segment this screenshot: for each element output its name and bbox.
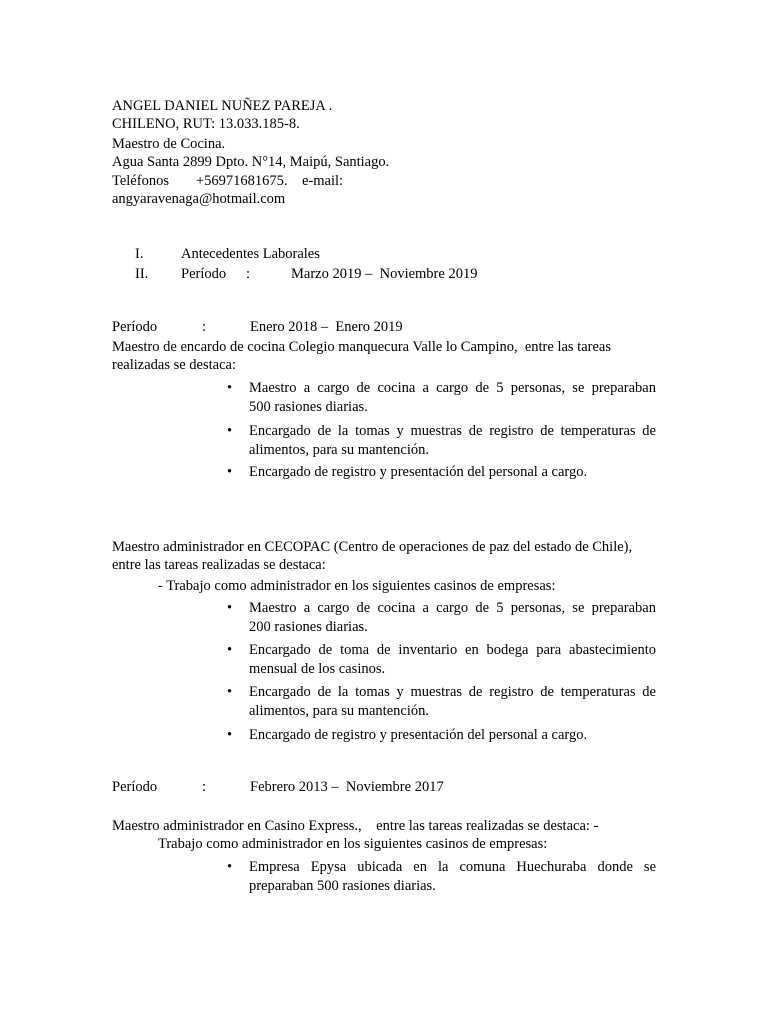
list-item-line: alimentos, para su mantención. [249,441,429,458]
list-item [249,858,656,895]
list-item-line: Maestro a cargo de cocina a cargo de 5 personas, se preparaban [249,380,656,396]
job-description-line: entre las tareas realizadas se destaca: [112,557,326,573]
list-item-line: Encargado de registro y presentación del personal a cargo. [249,727,588,743]
outline-number-1: I. [135,246,144,262]
period-colon: : [202,779,207,795]
candidate-name: ANGEL DANIEL NUÑEZ PAREJA . [112,98,333,114]
nationality-rut: CHILENO, RUT: 13.033.185-8. [112,116,300,132]
period-label: Período [112,779,158,795]
sub-heading: - Trabajo como administrador en los siguientes casinos de empresas: [158,578,556,594]
list-item-line: Empresa Epysa ubicada en la comuna Huechuraba donde se [249,859,656,875]
sub-heading: Trabajo como administrador en los siguientes casinos de empresas: [158,836,548,852]
bullet-marker: • [227,423,233,439]
phone-label: Teléfonos [112,173,169,189]
job-description-line: Maestro de encardo de cocina Colegio manquecura Valle lo Campino, entre las tareas [112,339,611,355]
list-item [249,641,656,678]
bullet-marker: • [227,464,233,480]
list-item-line: Maestro a cargo de cocina a cargo de 5 personas, se preparaban [249,600,656,616]
period-colon: : [202,319,207,335]
list-item-line: alimentos, para su mantención. [249,702,429,719]
outline-period-dates: Marzo 2019 – Noviembre 2019 [291,266,478,282]
list-item-line: mensual de los casinos. [249,660,386,677]
outline-number-2: II. [135,266,149,282]
job-description-line: Maestro administrador en Casino Express., entre las tareas realizadas se destaca: - [112,818,599,834]
address: Agua Santa 2899 Dpto. N°14, Maipú, Santiago. [112,154,390,170]
list-item-line: Encargado de la tomas y muestras de registro de temperaturas de [249,684,656,700]
outline-period-colon: : [246,266,251,282]
bullet-marker: • [227,859,233,875]
phone-number: +56971681675. [196,173,288,189]
bullet-marker: • [227,380,233,396]
period-dates: Febrero 2013 – Noviembre 2017 [250,779,444,795]
job-description-line: Maestro administrador en CECOPAC (Centro de operaciones de paz del estado de Chile), [112,539,633,555]
list-item-line: Encargado de toma de inventario en bodega para abastecimiento [249,642,656,658]
list-item [249,422,656,459]
list-item-line: preparaban 500 rasiones diarias. [249,877,436,894]
list-item-line: Encargado de la tomas y muestras de registro de temperaturas de [249,423,656,439]
list-item-line: 200 rasiones diarias. [249,618,368,635]
period-label: Período [112,319,158,335]
email-label: e-mail: [302,173,344,189]
list-item [249,726,656,745]
list-item [249,599,656,636]
list-item [249,683,656,720]
outline-heading-1: Antecedentes Laborales [181,246,320,262]
bullet-marker: • [227,642,233,658]
list-item-line: Encargado de registro y presentación del personal a cargo. [249,464,588,480]
list-item-line: 500 rasiones diarias. [249,398,368,415]
list-item [249,463,656,482]
outline-period-label: Período [181,266,227,282]
bullet-marker: • [227,600,233,616]
profession: Maestro de Cocina. [112,136,226,152]
bullet-marker: • [227,684,233,700]
job-description-line: realizadas se destaca: [112,357,236,373]
email-address: angyaravenaga@hotmail.com [112,191,286,207]
period-dates: Enero 2018 – Enero 2019 [250,319,403,335]
bullet-marker: • [227,727,233,743]
list-item [249,379,656,416]
